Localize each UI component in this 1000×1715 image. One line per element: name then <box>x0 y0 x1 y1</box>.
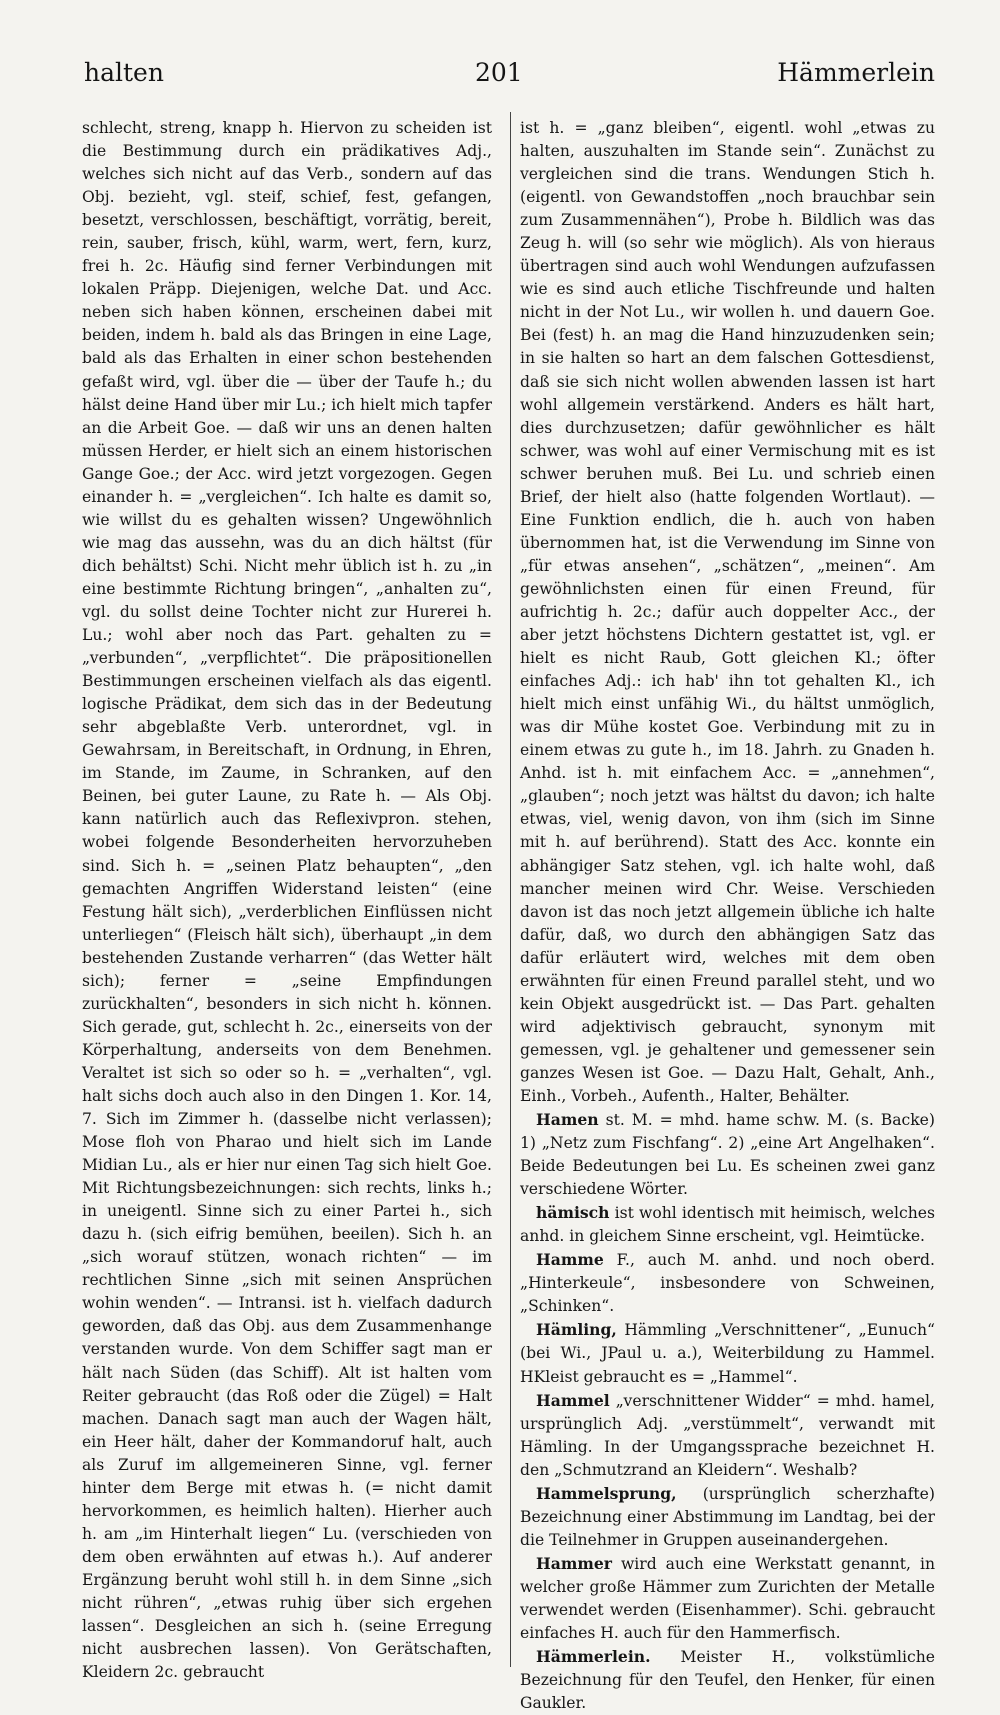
left-column-text: schlecht, streng, knapp h. Hiervon zu scheiden ist die Bestimmung durch ein prädikatives Adj., welches sich nicht auf das Verb., sondern auf das Obj. bezieht, vgl. steif, schief, fest, gefangen, besetzt, verschlossen, beschäftigt, vorrätig, bereit, rein, sauber, frisch, kühl, warm, wert, fern, kurz, frei h. 2c. Häufig sind ferner Verbindungen mit lokalen Präpp. Diejenigen, welche Dat. und Acc. neben sich haben können, erscheinen dabei mit beiden, indem h. bald als das Bringen in eine Lage, bald als das Erhalten in einer schon bestehenden gefaßt wird, vgl. über die — über der Taufe h.; du hälst deine Hand über mir Lu.; ich hielt mich tapfer an die Arbeit Goe. — daß wir uns an denen halten müssen Herder, er hielt sich an einem historischen Gange Goe.; der Acc. wird jetzt vorgezogen. Gegen einander h. = „vergleichen“. Ich halte es damit so, wie willst du es gehalten wissen? Ungewöhnlich wie mag das aussehn, was du an dich hältst (für dich behältst) Schi. Nicht mehr üblich ist h. zu „in eine bestimmte Richtung bringen“, „anhalten zu“, vgl. du sollst deine Tochter nicht zur Hurerei h. Lu.; wohl aber noch das Part. gehalten zu = „verbunden“, „verpflichtet“. Die präpositionellen Bestimmungen erscheinen vielfach als das eigentl. logische Prädikat, dem sich das in der Bedeutung sehr abgeblaßte Verb. unterordnet, vgl. in Gewahrsam, in Bereitschaft, in Ordnung, in Ehren, im Stande, im Zaume, in Schranken, auf den Beinen, bei guter Laune, zu Rate h. — Als Obj. kann natürlich auch das Reflexivpron. stehen, wobei folgende Besonderheiten hervorzuheben sind. Sich h. = „seinen Platz behaupten“, „den gemachten Angriffen Widerstand leisten“ (eine Festung hält sich), „verderblichen Einflüssen nicht unterliegen“ (Fleisch hält sich), überhaupt „in dem bestehenden Zustande verharren“ (das Wetter hält sich); ferner = „seine Empfindungen zurückhalten“, besonders in sich nicht h. können. Sich gerade, gut, schlecht h. 2c., einerseits von der Körperhaltung, anderseits von dem Benehmen. Veraltet ist sich so oder so h. = „verhalten“, vgl. halt sichs doch auch also in den Dingen 1. Kor. 14, 7. Sich im Zimmer h. (dasselbe nicht verlassen); Mose floh von Pharao und hielt sich im Lande Midian Lu., als er hier nur einen Tag sich hielt Goe. Mit Richtungsbezeichnungen: sich rechts, links h.; in uneigentl. Sinne sich zu einer Partei h., sich dazu h. (sich eifrig bemühen, beeilen). Sich h. an „sich worauf stützen, wonach richten“ — im rechtlichen Sinne „sich mit seinen Ansprüchen wohin wenden“. — Intransi. ist h. vielfach dadurch geworden, daß das Obj. aus dem Zusammenhange verstanden wurde. Von dem Schiffer sagt man er hält nach Süden (das Schiff). Alt ist halten vom Reiter gebraucht (das Roß oder die Zügel) = Halt machen. Danach sagt man auch der Wagen hält, ein Heer hält, daher der Kommandoruf halt, auch als Zuruf im allgemeineren Sinne, vgl. ferner hinter dem Berge mit etwas h. (= nicht damit hervorkommen, es heimlich halten). Hierher auch h. am „im Hinterhalt liegen“ Lu. (verschieden von dem oben erwähnten auf etwas h.). Auf anderer Ergänzung beruht wohl still h. in dem Sinne „sich nicht rühren“, „etwas ruhig über sich ergehen lassen“. Desgleichen an sich h. (seine Erregung nicht ausbrechen lassen). Von Gerätschaften, Kleidern 2c. gebraucht <box>82 119 492 1682</box>
entry-headword: Hämmerlein. <box>536 1647 651 1667</box>
entry-text: ist wohl identisch mit heimisch, welches anhd. in gleichem Sinne erscheint, vgl. Heimtücke. <box>520 1204 935 1246</box>
entry-text: wird auch eine Werkstatt genannt, in welcher große Hämmer zum Zurichten der Metalle verwendet werden (Eisenhammer). Schi. gebraucht einfaches H. auch für den Hammerfisch. <box>520 1554 935 1643</box>
entry-headword: Hammel <box>536 1390 610 1410</box>
dictionary-entry <box>520 1201 935 1248</box>
dictionary-entry <box>520 1108 935 1201</box>
running-head-right: Hämmerlein <box>777 58 935 87</box>
dictionary-entry <box>520 1552 935 1645</box>
running-head-left: halten <box>84 58 164 87</box>
entry-text: Meister H., volkstümliche Bezeichnung für den Teufel, den Henker, für einen Gaukler. <box>520 1648 935 1713</box>
entry-text: st. M. = mhd. hame schw. M. (s. Backe) 1) „Netz zum Fischfang“. 2) „eine Art Angelhaken“. Beide Bedeutungen bei Lu. Es scheinen zwei ganz verschiedene Wörter. <box>520 1111 935 1199</box>
right-column <box>520 117 935 1715</box>
dictionary-entry <box>520 1482 935 1552</box>
page-number: 201 <box>475 58 523 87</box>
entry-headword: Hammer <box>536 1553 612 1573</box>
entry-text: Hämmling „Verschnittener“, „Eunuch“ (bei Wi., JPaul u. a.), Weiterbildung zu Hammel. HKleist gebraucht es = „Hammel“. <box>520 1321 935 1386</box>
entry-headword: Hammelsprung, <box>536 1483 677 1503</box>
right-column-text: ist h. = „ganz bleiben“, eigentl. wohl „etwas zu halten, auszuhalten im Stande sein“. Zunächst zu vergleichen sind die trans. Wendungen Stich h. (eigentl. von Gewandstoffen „noch brauchbar sein zum Zusammennähen“), Probe h. Bildlich was das Zeug h. will (so sehr wie möglich). Als von hieraus übertragen sind auch wohl Wendungen aufzufassen wie es sind auch etliche Tischfreunde und halten nicht in der Not Lu., wir wollen h. und dauern Goe. Bei (fest) h. an mag die Hand hinzuzudenken sein; in sie halten so hart an dem falschen Gottesdienst, daß sie sich nicht wollen abwenden lassen ist hart wohl allgemein verstärkend. Anders es hält hart, dies durchzusetzen; dafür gewöhnlicher es hält schwer, was wohl auf einer Vermischung mit es ist schwer beruhen muß. Bei Lu. und schrieb einen Brief, der hielt also (hatte folgenden Wortlaut). — Eine Funktion endlich, die h. auch von haben übernommen hat, ist die Verwendung im Sinne von „für etwas ansehen“, „schätzen“, „meinen“. Am gewöhnlichsten einen für einen Freund, für aufrichtig h. 2c.; dafür auch doppelter Acc., der aber jetzt höchstens Dichtern gestattet ist, vgl. er hielt es nicht Raub, Gott gleichen Kl.; öfter einfaches Adj.: ich hab' ihn tot gehalten Kl., ich hielt mich einst unfähig Wi., du hältst unmöglich, was dir Mühe kostet Goe. Verbindung mit zu in einem etwas zu gute h., im 18. Jahrh. zu Gnaden h. Anhd. ist h. mit einfachem Acc. = „annehmen“, „glauben“; noch jetzt was hältst du davon; ich halte etwas, viel, wenig davon, von ihm (sich im Sinne mit h. auf berührend). Statt des Acc. konnte ein abhängiger Satz stehen, vgl. ich halte wohl, daß mancher meinen wird Chr. Weise. Verschieden davon ist das noch jetzt allgemein übliche ich halte dafür, daß, wo durch den abhängigen Satz das dafür erläutert wird, welches mit dem oben erwähnten für einen Freund parallel steht, und wo kein Objekt ausgedrückt ist. — Das Part. gehalten wird adjektivisch gebraucht, synonym mit gemessen, vgl. je gehaltener und gemessener sein ganzes Wesen ist Goe. — Dazu Halt, Gehalt, Anh., Einh., Vorbeh., Aufenth., Halter, Behälter. <box>520 119 935 1105</box>
dictionary-entry <box>520 1389 935 1482</box>
entry-headword: Hämling, <box>536 1320 617 1340</box>
page-header <box>80 58 935 98</box>
entry-text: „verschnittener Widder“ = mhd. hamel, ursprünglich Adj. „verstümmelt“, verwandt mit Hämling. In der Umgangssprache bezeichnet H. den „Schmutzrand an Kleidern“. Weshalb? <box>520 1391 935 1479</box>
left-column <box>82 117 492 1684</box>
dictionary-entry <box>520 1645 935 1715</box>
entry-text: (ursprünglich scherzhafte) Bezeichnung einer Abstimmung im Landtag, bei der die Teilnehmer in Gruppen auseinandergehen. <box>520 1484 935 1549</box>
entry-headword: Hamen <box>536 1110 599 1130</box>
dictionary-entry <box>520 1248 935 1318</box>
entry-headword: hämisch <box>536 1203 610 1223</box>
column-divider <box>510 112 511 1667</box>
dictionary-entry <box>520 1318 935 1388</box>
entry-headword: Hamme <box>536 1250 604 1270</box>
entry-text: F., auch M. anhd. und noch oberd. „Hinterkeule“, insbesondere von Schweinen, „Schinken“. <box>520 1251 935 1316</box>
